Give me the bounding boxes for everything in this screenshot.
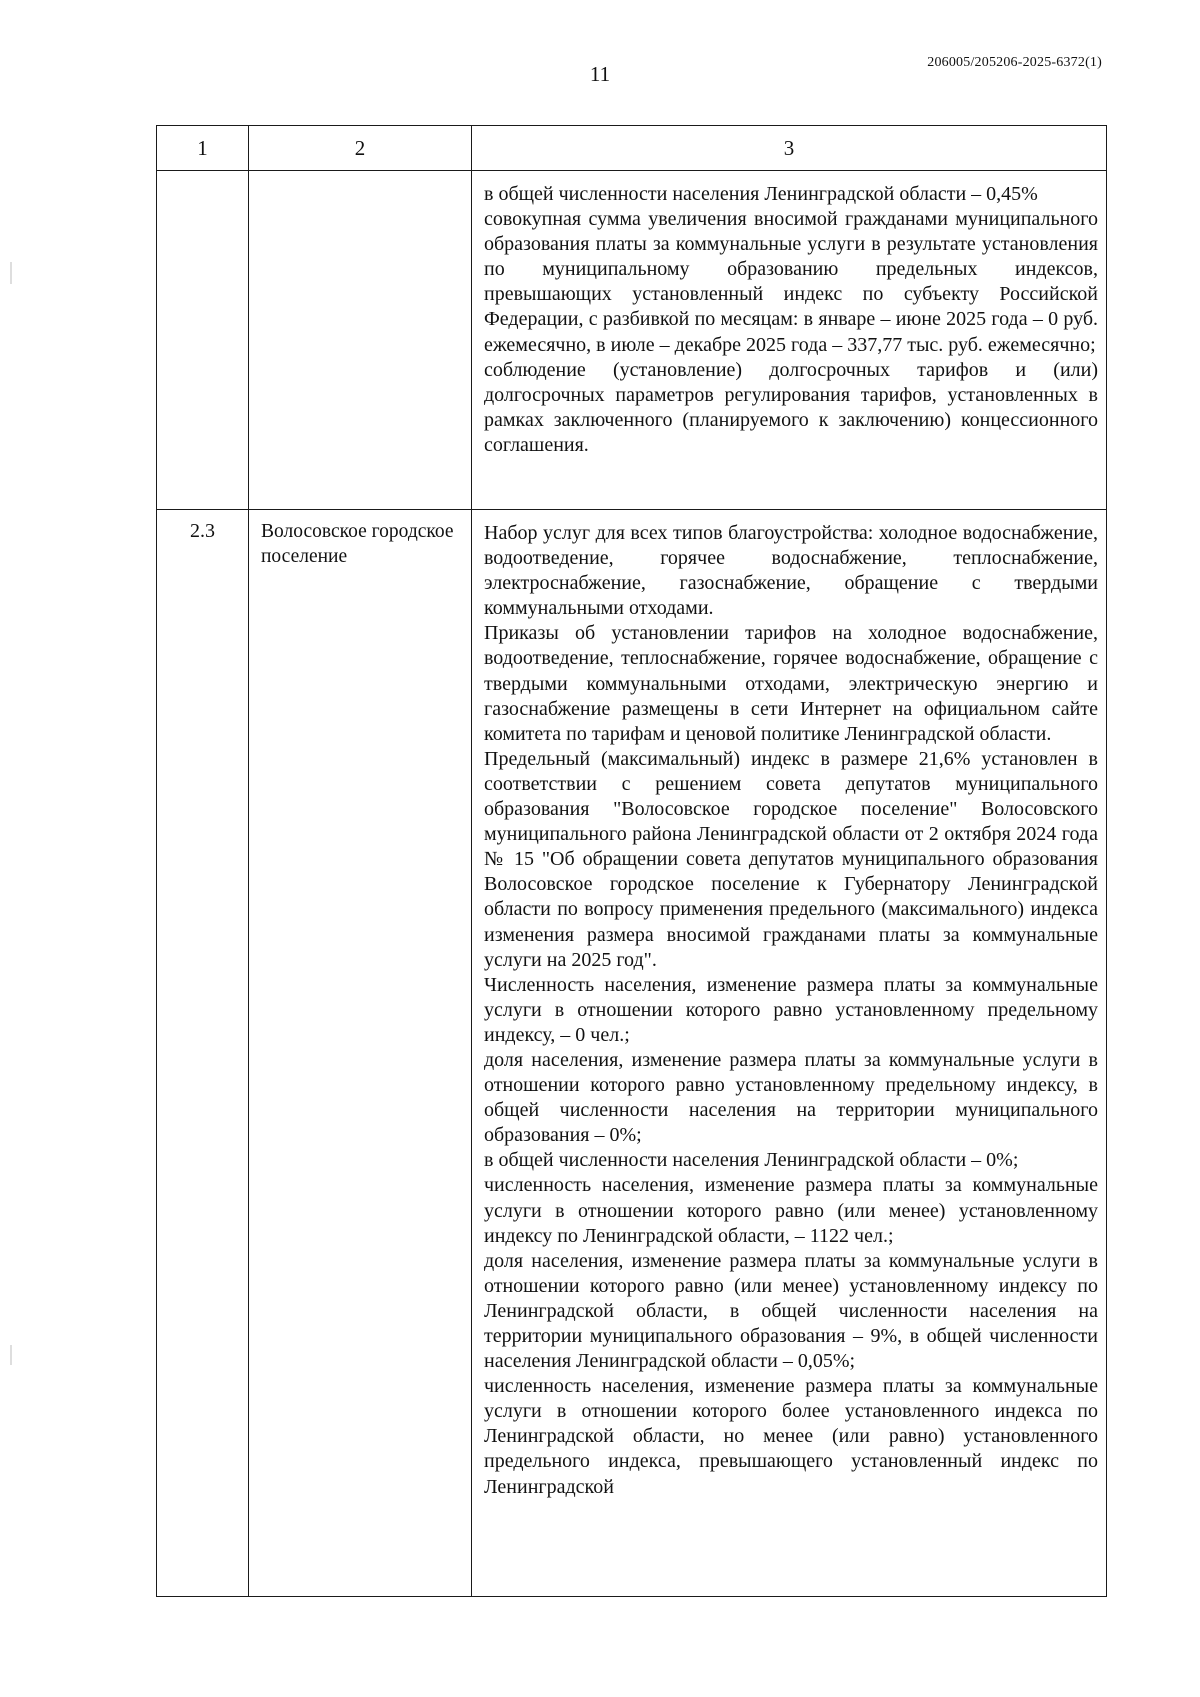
paragraph: совокупная сумма увеличения вносимой гражданами муниципального образования платы за коммунальные услуги в результате установления по муниципальному образованию предельных индексов, превышающих установленный индекс по субъекту Российской Федерации, с разбивкой по месяцам: в январе – июне 2025 года – 0 руб. ежемесячно, в июле – декабре 2025 года – 337,77 тыс. руб. ежемесячно;: [484, 208, 1098, 356]
paragraph: численность населения, изменение размера платы за коммунальные услуги в отношении которого более установленного индекса по Ленинградской области, но менее (или равно) установленного предельного индекса, превышающего установленный индекс по Ленинградской: [484, 1375, 1098, 1498]
column-header: 2: [249, 126, 472, 171]
municipality-name: Волосовское городское поселение: [249, 510, 472, 1597]
paragraph: Численность населения, изменение размера платы за коммунальные услуги в отношении которого равно установленному предельному индексу, – 0 чел.;: [484, 973, 1098, 1046]
page-number: 11: [589, 62, 611, 86]
paragraph: соблюдение (установление) долгосрочных тарифов и (или) долгосрочных параметров регулирования тарифов, установленных в рамках заключенного (планируемого к заключению) концессионного соглашения.: [484, 358, 1098, 456]
description-cell: [472, 510, 1107, 1597]
paragraph: Предельный (максимальный) индекс в размере 21,6% установлен в соответствии с решением совета депутатов муниципального образования "Волосовское городское поселение" Волосовского муниципального района Ленинградской области от 2 октября 2024 года № 15 "Об обращении совета депутатов муниципального образования Волосовское городское поселение к Губернатору Ленинградской области по вопросу применения предельного (максимального) индекса изменения размера вносимой гражданами платы за коммунальные услуги на 2025 год".: [484, 747, 1098, 971]
row-number: 2.3: [157, 510, 249, 1597]
column-header: 3: [472, 126, 1107, 171]
paragraph: в общей численности населения Ленинградской области – 0,45%: [484, 183, 1038, 205]
paragraph: в общей численности населения Ленинградской области – 0%;: [484, 1149, 1019, 1172]
municipality-name: [249, 171, 472, 510]
scan-artifact-line: [10, 262, 12, 284]
paragraph: численность населения, изменение размера платы за коммунальные услуги в отношении которого равно (или менее) установленному индексу по Ленинградской области, – 1122 чел.;: [484, 1174, 1098, 1247]
description-cell: [472, 171, 1107, 510]
row-number: [157, 171, 249, 510]
paragraph: Набор услуг для всех типов благоустройства: холодное водоснабжение, водоотведение, горячее водоснабжение, теплоснабжение, электроснабжение, газоснабжение, обращение с твердыми коммунальными отходами.: [484, 522, 1098, 620]
table-row: [157, 171, 1107, 510]
table-row: [157, 510, 1107, 1597]
paragraph: доля населения, изменение размера платы за коммунальные услуги в отношении которого равно установленному предельному индексу, в общей численности населения на территории муниципального образования – 0%;: [484, 1048, 1098, 1147]
column-header: 1: [157, 126, 249, 171]
table-header-row: [157, 126, 1107, 171]
paragraph: Приказы об установлении тарифов на холодное водоснабжение, водоотведение, теплоснабжение, горячее водоснабжение, обращение с твердыми коммунальными отходами, электрическую энергию и газоснабжение размещены в сети Интернет на официальном сайте комитета по тарифам и ценовой политике Ленинградской области.: [484, 622, 1098, 745]
scan-artifact-line: [10, 1345, 12, 1365]
document-table: [156, 125, 1107, 1597]
document-number: 206005/205206-2025-6372(1): [927, 55, 1102, 70]
paragraph: доля населения, изменение размера платы за коммунальные услуги в отношении которого равно (или менее) установленному индексу по Ленинградской области, в общей численности населения на территории муниципального образования – 9%, в общей численности населения Ленинградской области – 0,05%;: [484, 1249, 1098, 1373]
